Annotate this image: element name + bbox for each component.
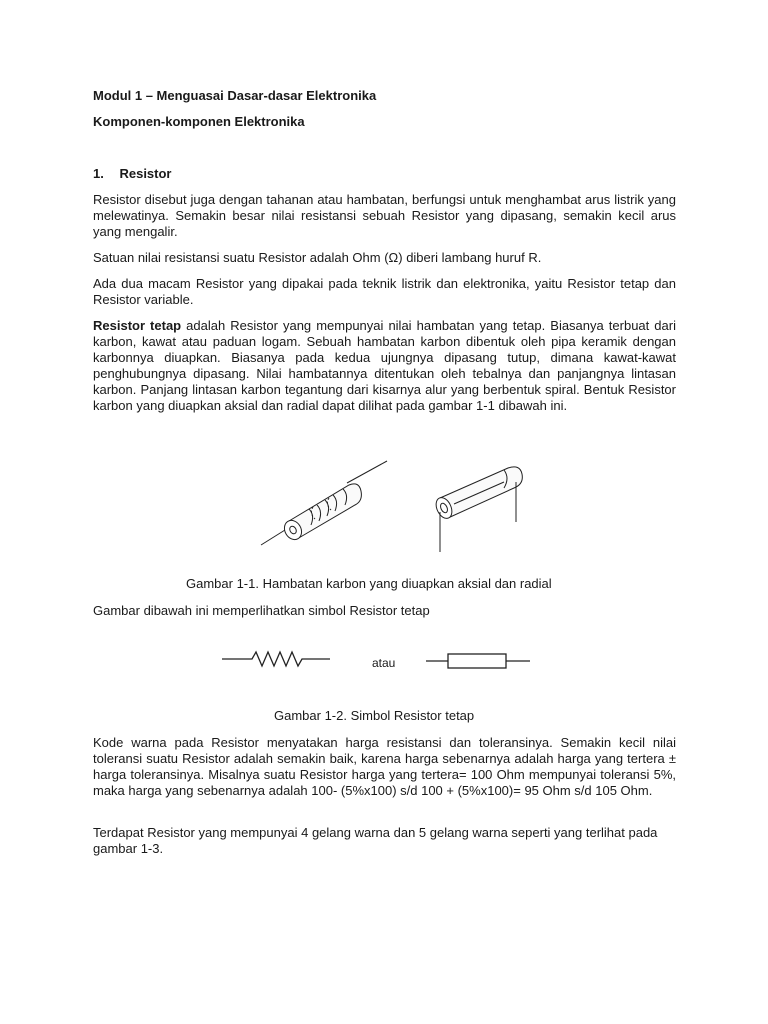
module-title: Modul 1 – Menguasai Dasar-dasar Elektronika [93,88,377,103]
section-title: Komponen-komponen Elektronika [93,114,305,129]
paragraph-types: Ada dua macam Resistor yang dipakai pada teknik listrik dan elektronika, yaitu Resistor tetap dan Resistor variable. [93,276,676,307]
paragraph-color-bands: Terdapat Resistor yang mempunyai 4 gelang warna dan 5 gelang warna seperti yang terlihat pada gambar 1-3. [93,825,658,856]
figure-1-2-caption: Gambar 1-2. Simbol Resistor tetap [274,708,475,723]
fixed-resistor-term: Resistor tetap [93,318,182,333]
rectangle-resistor-symbol [426,650,532,672]
zigzag-resistor-symbol [222,648,332,670]
heading-number: 1. [93,166,104,181]
paragraph-color-code: Kode warna pada Resistor menyatakan harga resistansi dan toleransinya. Semakin kecil nilai toleransi suatu Resistor adalah semakin baik, karena harga sebenarnya adalah harga yang tertera ± harga toleransinya. Misalnya suatu Resistor harga yang tertera= 100 Ohm mempunyai toleransi 5%, maka harga yang sebenarnya adalah 100- (5%x100) s/d 100 + (5%x100)= 95 Ohm s/d 105 Ohm. [93,735,676,798]
figure-1-1-caption: Gambar 1-1. Hambatan karbon yang diuapkan aksial dan radial [186,576,552,591]
section-heading [93,166,172,181]
fixed-resistor-text: adalah Resistor yang mempunyai nilai hambatan yang tetap. Biasanya terbuat dari karbon, kawat atau paduan logam. Sebuah hambatan karbon dibentuk oleh pipa keramik dengan karbonnya diuapkan. Biasanya pada kedua ujungnya dipasang tutup, dimana kawat-kawat penghubungnya dipasang. Nilai hambatannya ditentukan oleh tebalnya dan panjangnya lintasan karbon. Panjang lintasan karbon tegantung dari kisarnya alur yang berbentuk spiral. Bentuk Resistor karbon yang diuapkan aksial dan radial dapat dilihat pada gambar 1-1 dibawah ini. [93,318,676,413]
paragraph-definition: Resistor disebut juga dengan tahanan atau hambatan, berfungsi untuk menghambat arus listrik yang melewatinya. Semakin besar nilai resistansi sebuah Resistor yang dipasang, semakin kecil arus yang mengalir. [93,192,676,239]
paragraph-symbol-intro: Gambar dibawah ini memperlihatkan simbol Resistor tetap [93,603,430,618]
heading-text: Resistor [119,166,172,181]
symbol-or-label: atau [372,656,396,670]
axial-resistor-figure [255,455,395,550]
paragraph-fixed-resistor [93,318,676,414]
radial-resistor-figure [428,460,528,555]
paragraph-unit: Satuan nilai resistansi suatu Resistor adalah Ohm (Ω) diberi lambang huruf R. [93,250,542,265]
